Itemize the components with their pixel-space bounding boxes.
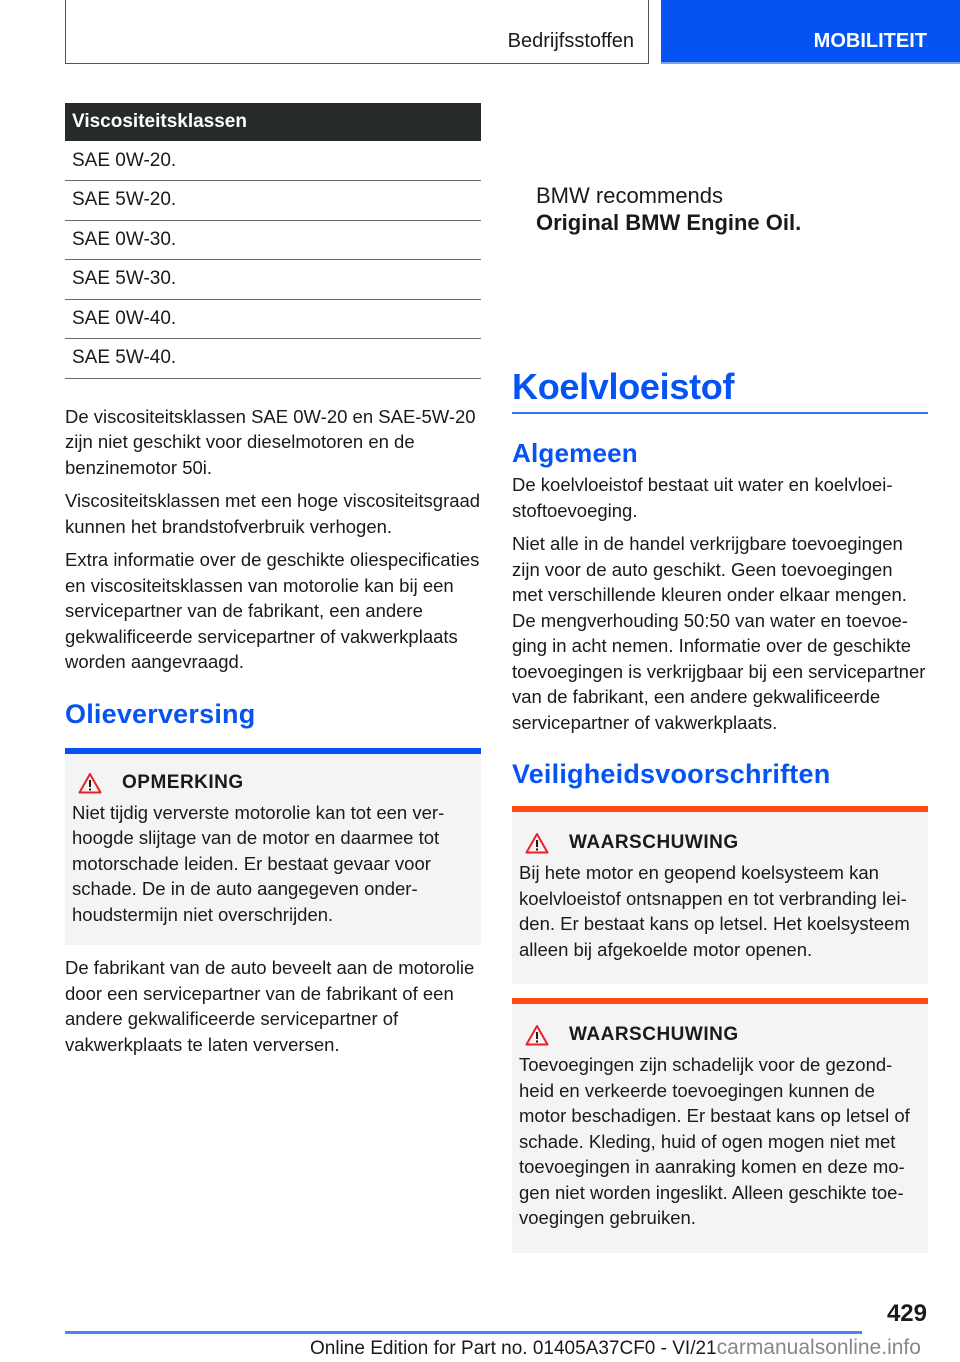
warning-box xyxy=(512,806,928,984)
table-row xyxy=(65,299,481,339)
chapter-divider xyxy=(512,412,928,414)
note-text: Niet tijdig ververste motorolie kan tot een verhoogde slijtage van de motor en daarmee tot motorschade leiden. Er bestaat gevaar voor schade. De in de auto aangegeven onderhoudstermijn niet overschrijden. xyxy=(72,801,445,925)
warning-box xyxy=(512,998,928,1253)
table-cell: SAE 0W-40. xyxy=(65,299,481,339)
table-cell: SAE 5W-20. xyxy=(65,181,481,221)
paragraph: Niet alle in de handel verkrijgbare toevoegingen zijn voor de auto geschikt. Geen toevoegingen met verschillende kleuren onder elkaar mengen. De mengverhouding 50:50 van water en toevoeging in acht nemen. Informatie over de geschikte toevoegingen is verkrijgbaar bij een servicepartner van de fabrikant, een andere gekwalificeerde servicepartner of vakwerkplaats. xyxy=(512,533,926,733)
edition-text: Online Edition for Part no. 01405A37CF0 - VI/21 xyxy=(310,1338,717,1359)
warning-title: WAARSCHUWING xyxy=(519,832,921,854)
warning-title: WAARSCHUWING xyxy=(519,1024,921,1046)
warning-triangle-icon xyxy=(78,772,102,794)
paragraph: De koelvloeistof bestaat uit water en koelvloeistoftoevoeging. xyxy=(512,474,893,521)
table-row xyxy=(65,220,481,260)
chapter-title: Koelvloeistof xyxy=(512,366,735,407)
watermark: carmanualsonline.info xyxy=(716,1336,921,1359)
warning-triangle-icon xyxy=(525,832,549,854)
page-number: 429 xyxy=(886,1300,927,1327)
paragraph: Extra informatie over de geschikte oliespecificaties en viscositeitsklassen van motorolie kan bij een servicepartner van de fabrikant, een andere gekwalificeerde servicepartner of vakwerkplaats worden aangevraagd. xyxy=(65,549,480,672)
table-cell: SAE 0W-30. xyxy=(65,220,481,260)
section-title-safety: Veiligheidsvoorschriften xyxy=(512,759,831,789)
chapter-tab[interactable] xyxy=(661,0,960,64)
warning-triangle-icon xyxy=(525,1024,549,1046)
footer-divider xyxy=(65,1331,862,1334)
viscosity-table xyxy=(65,103,481,379)
section-title-general: Algemeen xyxy=(512,438,638,468)
bmw-oil-ad xyxy=(536,183,916,236)
table-row xyxy=(65,339,481,379)
warning-text: Toevoegingen zijn schadelijk voor de gezondheid en verkeerde toevoegingen kunnen de motor beschadigen. Er bestaat kans op letsel of schade. Kleding, huid of ogen mogen niet met toevoegingen in aanraking komen en deze mogen niet worden ingeslikt. Alleen geschikte toevoegingen gebruiken. xyxy=(519,1054,910,1228)
chapter-tab-label: MOBILITEIT xyxy=(813,30,927,52)
note-box xyxy=(65,748,481,946)
table-row xyxy=(65,141,481,181)
table-row xyxy=(65,181,481,221)
section-title-oil-change: Olieverversing xyxy=(65,698,256,729)
paragraph: De fabrikant van de auto beveelt aan de motorolie door een servicepartner van de fabrikant of een andere gekwalificeerde servicepartner of vakwerkplaats te laten verversen. xyxy=(65,957,475,1055)
paragraph: De viscositeitsklassen SAE 0W-20 en SAE-5W-20 zijn niet geschikt voor dieselmotoren en de benzinemotor 50i. xyxy=(65,405,476,478)
paragraph: Viscositeitsklassen met een hoge viscositeitsgraad kunnen het brandstofverbruik verhogen. xyxy=(65,490,481,537)
table-cell: SAE 5W-30. xyxy=(65,260,481,300)
table-cell: SAE 5W-40. xyxy=(65,339,481,379)
left-column xyxy=(65,103,481,1057)
right-column xyxy=(512,366,928,1253)
section-tab[interactable] xyxy=(65,0,649,64)
section-tab-label: Bedrijfsstoffen xyxy=(507,30,634,52)
table-header: Viscositeitsklassen xyxy=(65,103,481,141)
note-title: OPMERKING xyxy=(72,772,474,794)
ad-line-2: Original BMW Engine Oil. xyxy=(536,210,802,235)
warning-text: Bij hete motor en geopend koelsysteem kan koelvloeistof ontsnappen en tot verbranding leiden. Er bestaat kans op letsel. Het koelsysteem alleen bij afgekoelde motor openen. xyxy=(519,862,910,960)
ad-line-1: BMW recommends xyxy=(536,183,724,208)
footer-edition xyxy=(310,1336,921,1360)
table-cell: SAE 0W-20. xyxy=(65,141,481,181)
table-row xyxy=(65,260,481,300)
